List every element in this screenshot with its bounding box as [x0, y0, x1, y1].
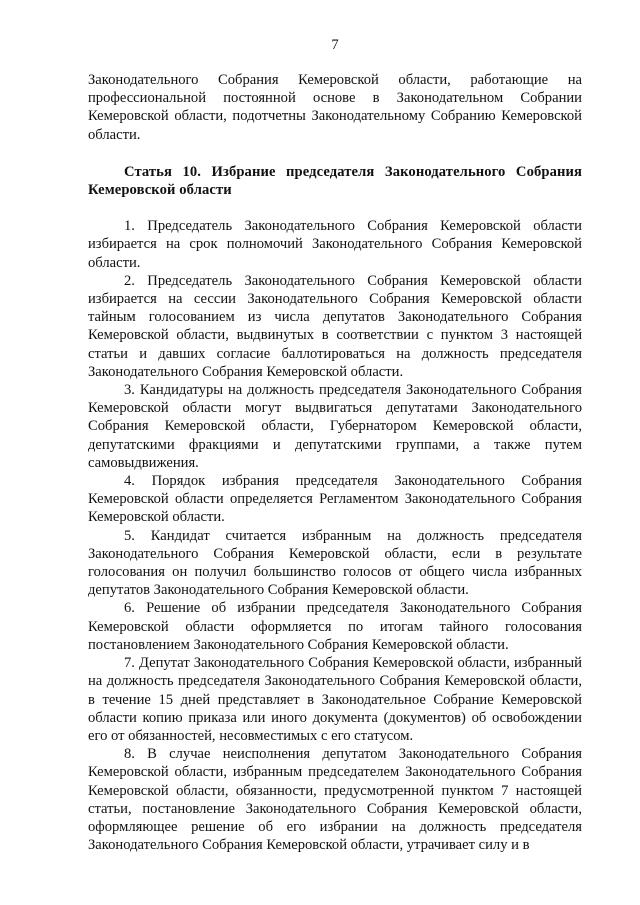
document-page — [88, 36, 582, 854]
page-number: 7 — [331, 37, 339, 53]
intro-paragraph: Законодательного Собрания Кемеровской области, работающие на профессиональной постоянной основе в Законодательном Собрании Кемеровской области, подотчетны Законодательному Собранию Кемеровской области. — [88, 72, 582, 143]
article-paragraph-8: 8. В случае неисполнения депутатом Законодательного Собрания Кемеровской области, избранным председателем Законодательного Собрания Кемеровской области, обязанности, предусмотренной пунктом 7 настоящей статьи, постановление Законодательного Собрания Кемеровской области, оформляющее решение об его избрании на должность председателя Законодательного Собрания Кемеровской области, утрачивает силу и в — [88, 746, 582, 854]
article-paragraph-6: 6. Решение об избрании председателя Законодательного Собрания Кемеровской области оформляется по итогам тайного голосования постановлением Законодательного Собрания Кемеровской области. — [88, 600, 582, 653]
article-paragraph-2: 2. Председатель Законодательного Собрания Кемеровской области избирается на сессии Законодательного Собрания Кемеровской области тайным голосованием из числа депутатов Законодательного Собрания Кемеровской области, выдвинутых в соответствии с пунктом 3 настоящей статьи и давших согласие баллотироваться на должность председателя Законодательного Собрания Кемеровской области. — [88, 272, 582, 380]
article-paragraph-5: 5. Кандидат считается избранным на должность председателя Законодательного Собрания Кемеровской области, если в результате голосования он получил большинство голосов от общего числа избранных депутатов Законодательного Собрания Кемеровской области. — [88, 527, 582, 599]
article-heading: Статья 10. Избрание председателя Законодательного Собрания Кемеровской области — [88, 163, 582, 199]
article-paragraph-3: 3. Кандидатуры на должность председателя Законодательного Собрания Кемеровской области могут выдвигаться депутатами Законодательного Собрания Кемеровской области, Губернатором Кемеровской области, депутатскими фракциями и депутатскими группами, а также путем самовыдвижения. — [88, 382, 582, 471]
article-paragraph-1: 1. Председатель Законодательного Собрания Кемеровской области избирается на срок полномочий Законодательного Собрания Кемеровской области. — [88, 218, 582, 271]
article-paragraph-7: 7. Депутат Законодательного Собрания Кемеровской области, избранный на должность председателя Законодательного Собрания Кемеровской области, в течение 15 дней представляет в Законодательное Собрание Кемеровской области копию приказа или иного документа (документов) об освобождении его от обязанностей, несовместимых с его статусом. — [88, 655, 582, 744]
article-paragraph-4: 4. Порядок избрания председателя Законодательного Собрания Кемеровской области определяется Регламентом Законодательного Собрания Кемеровской области. — [88, 473, 582, 526]
